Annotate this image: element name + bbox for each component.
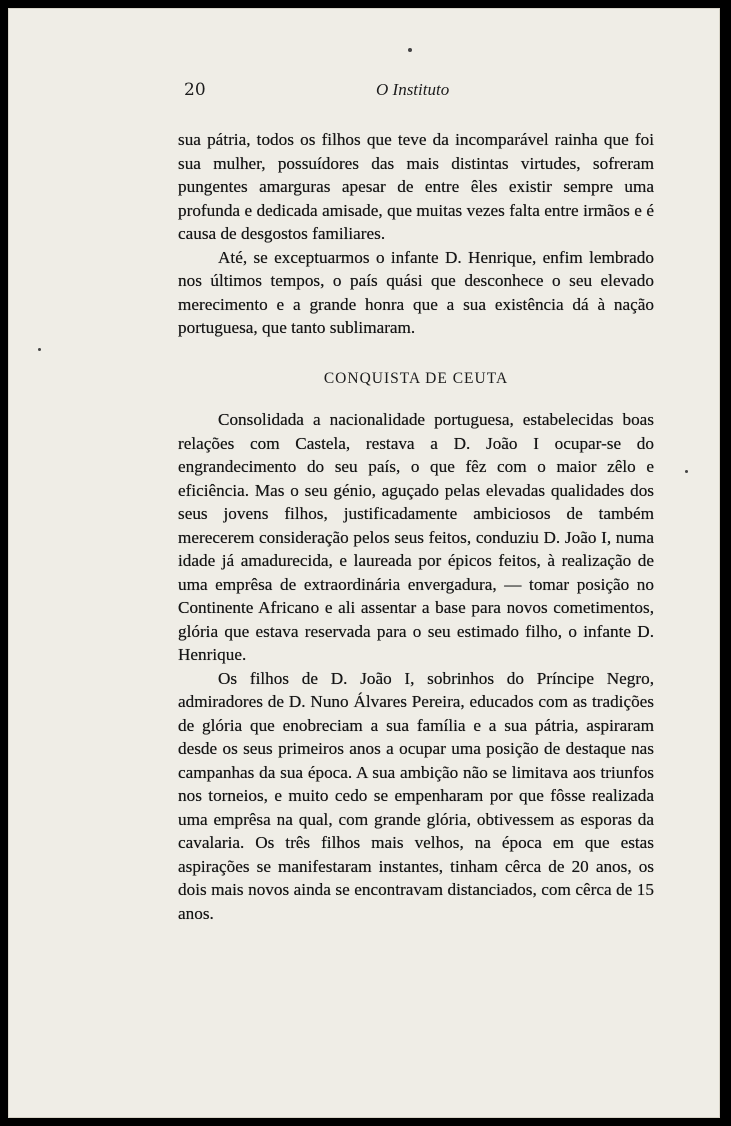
body-text-section — [178, 408, 654, 925]
section-heading: CONQUISTA DE CEUTA — [323, 370, 509, 387]
paper-speck — [38, 348, 41, 351]
running-title: O Instituto — [376, 80, 450, 99]
paper-speck — [408, 48, 412, 52]
paragraph: sua pátria, todos os filhos que teve da incomparável rainha que foi sua mulher, possuídores das mais distintas virtudes, sofreram pungentes amarguras apesar de entre êles existir sempre uma profunda e dedicada amisade, que muitas vezes falta entre irmãos e é causa de desgostos familiares. — [178, 130, 654, 243]
paper-speck — [685, 470, 688, 473]
page-header — [176, 80, 496, 104]
page-number: 20 — [184, 80, 206, 100]
paragraph: Consolidada a nacionalidade portuguesa, estabelecidas boas relações com Castela, restava a D. João I ocupar-se do engrandecimento do seu país, o que fêz com o maior zêlo e eficiência. Mas o seu génio, aguçado pelas elevadas qualidades dos seus jovens filhos, justificadamente ambiciosos de também merecerem consideração pelos seus feitos, conduziu D. João I, numa idade já amadurecida, e laureada por épicos feitos, à realização de uma emprêsa de extraordinária envergadura, — tomar posição no Continente Africano e ali assentar a base para novos cometimentos, glória que estava reservada para o seu estimado filho, o infante D. Henrique. — [178, 410, 654, 664]
body-text-top — [178, 128, 654, 340]
book-page — [8, 8, 720, 1118]
paragraph: Até, se exceptuarmos o infante D. Henrique, enfim lembrado nos últimos tempos, o país quási que desconhece o seu elevado merecimento e a grande honra que a sua existência dá à nação portuguesa, que tanto sublimaram. — [178, 247, 654, 337]
paragraph: Os filhos de D. João I, sobrinhos do Príncipe Negro, admiradores de D. Nuno Álvares Pereira, educados com as tradições de glória que enobreciam a sua família e a sua pátria, aspiraram desde os seus primeiros anos a ocupar uma posição de destaque nas campanhas da sua época. A sua ambição não se limitava aos triunfos nos torneios, e muito cedo se empenharam por que fôsse realizada uma emprêsa na qual, com grande glória, obtivessem as esporas da cavalaria. Os três filhos mais velhos, na época em que estas aspirações se manifestaram instantes, tinham cêrca de 20 anos, os dois mais novos ainda se encontravam distanciados, com cêrca de 15 anos. — [178, 668, 654, 923]
